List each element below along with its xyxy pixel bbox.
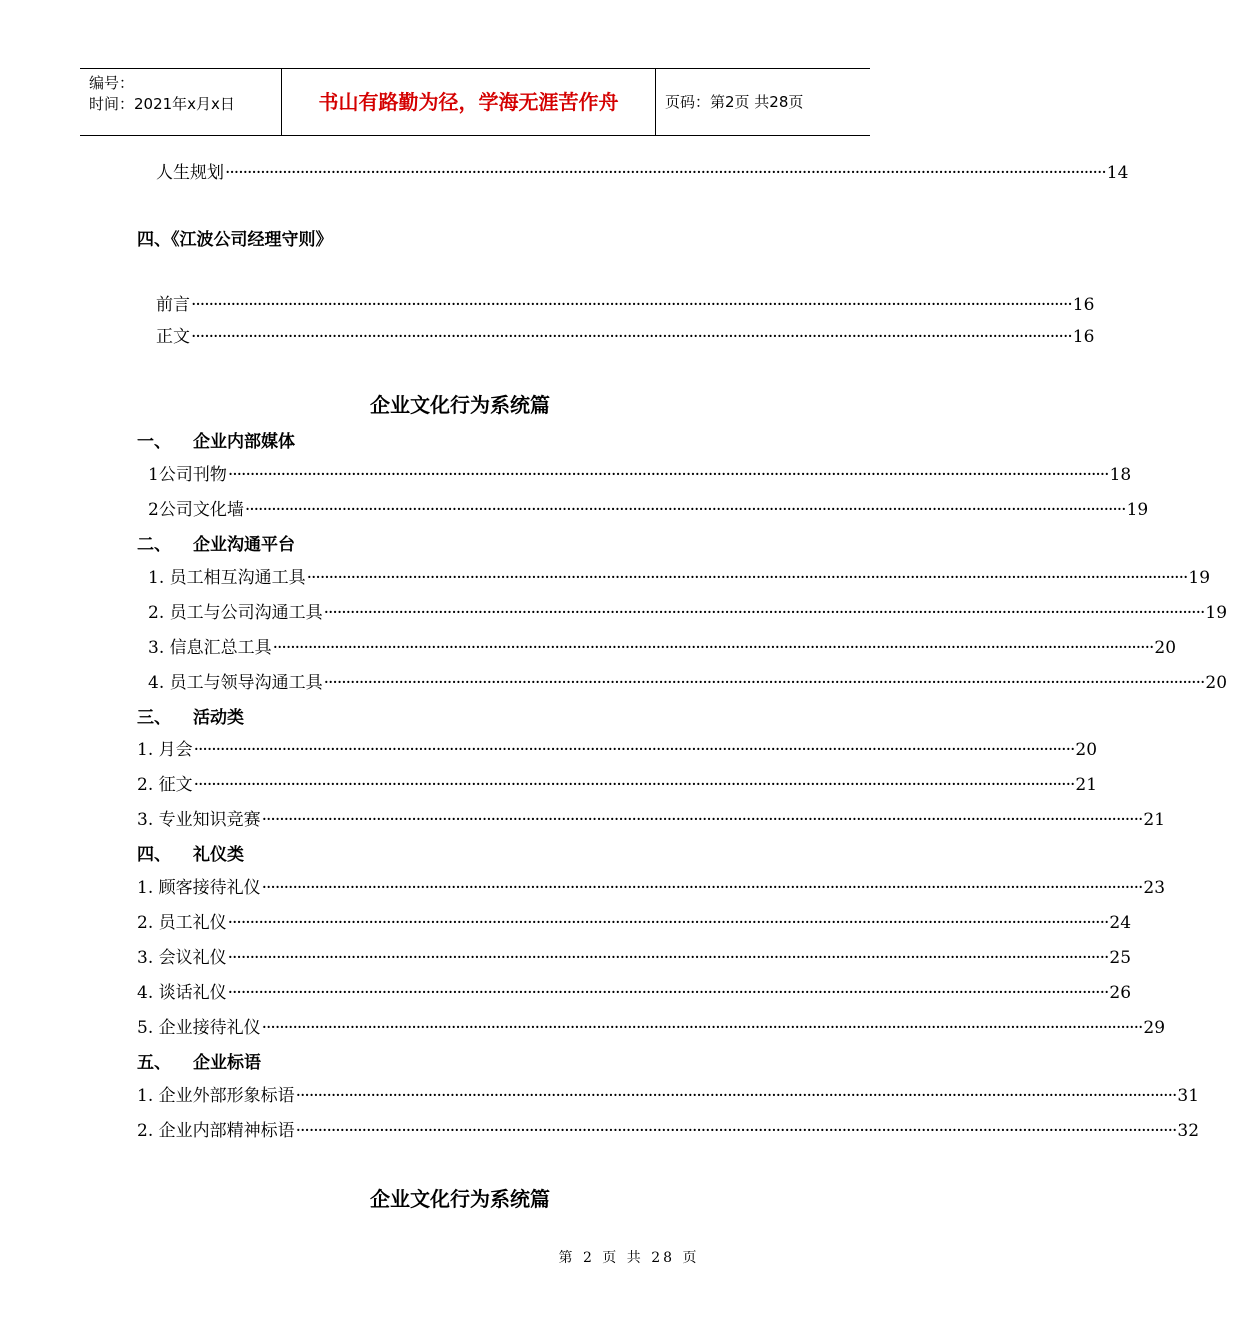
toc-entry[interactable]: [148, 460, 1132, 485]
section-title-bottom: 企业文化行为系统篇: [370, 1187, 550, 1211]
group-heading: [137, 703, 244, 728]
toc-entry-page: 24: [1109, 913, 1132, 933]
group-heading: [137, 427, 295, 452]
toc-entry-label: 2. 员工礼仪: [137, 913, 227, 933]
toc-entry-page: 19: [1188, 568, 1211, 588]
toc-leader: ········································································································································································································: [227, 465, 1109, 485]
toc-leader: ········································································································································································································: [261, 1018, 1143, 1038]
header-meta: [80, 69, 282, 135]
toc-entry-label: 1. 顾客接待礼仪: [137, 878, 261, 898]
group-number: 一、: [137, 432, 171, 452]
group-number: 四、: [137, 845, 171, 865]
toc-entry-page: 14: [1106, 163, 1129, 183]
toc-leader: ········································································································································································································: [295, 1121, 1177, 1141]
toc-leader: ········································································································································································································: [261, 878, 1143, 898]
toc-entry-label: 2. 征文: [137, 775, 193, 795]
toc-entry[interactable]: [137, 908, 1132, 933]
toc-entry-label: 3. 专业知识竞赛: [137, 810, 261, 830]
toc-leader: ········································································································································································································: [306, 568, 1188, 588]
toc-entry-label: 正文: [156, 327, 190, 347]
page-footer: 第 2 页 共 28 页: [558, 1250, 700, 1266]
toc-entry[interactable]: [137, 943, 1132, 968]
toc-leader: ········································································································································································································: [323, 673, 1205, 693]
toc-entry[interactable]: [156, 322, 1095, 347]
toc-entry[interactable]: [148, 598, 1228, 623]
group-number: 五、: [137, 1053, 171, 1073]
toc-entry-label: 3. 信息汇总工具: [148, 638, 272, 658]
page-header: [80, 68, 870, 136]
toc-entry-page: 20: [1154, 638, 1177, 658]
toc-entry[interactable]: [137, 1081, 1200, 1106]
document-number-label: 编号：: [89, 74, 135, 92]
group-heading: [137, 840, 244, 865]
group-name: 礼仪类: [193, 845, 244, 865]
toc-entry-page: 25: [1109, 948, 1132, 968]
toc-entry[interactable]: [148, 563, 1211, 588]
toc-entry[interactable]: [137, 770, 1098, 795]
group-name: 企业标语: [193, 1053, 261, 1073]
group-number: 三、: [137, 708, 171, 728]
group-name: 企业沟通平台: [193, 535, 295, 555]
toc-entry[interactable]: [148, 495, 1149, 520]
section-title: 企业文化行为系统篇: [370, 393, 550, 417]
toc-entry-page: 16: [1072, 295, 1095, 315]
toc-entry-page: 32: [1177, 1121, 1200, 1141]
toc-entry-page: 29: [1143, 1018, 1166, 1038]
toc-entry[interactable]: [137, 805, 1166, 830]
toc-entry[interactable]: [137, 978, 1132, 1003]
toc-leader: ········································································································································································································: [227, 948, 1109, 968]
toc-leader: ········································································································································································································: [244, 500, 1126, 520]
section-heading-manager-rules: 四、《江波公司经理守则》: [137, 230, 333, 250]
toc-entry-label: 前言: [156, 295, 190, 315]
toc-entry[interactable]: [137, 873, 1166, 898]
toc-entry[interactable]: [156, 158, 1129, 183]
toc-entry-label: 3. 会议礼仪: [137, 948, 227, 968]
toc-entry-label: 2公司文化墙: [148, 500, 244, 520]
toc-entry-label: 人生规划: [156, 163, 224, 183]
toc-entry-label: 1公司刊物: [148, 465, 227, 485]
toc-entry[interactable]: [148, 668, 1228, 693]
toc-entry-label: 1. 员工相互沟通工具: [148, 568, 306, 588]
group-number: 二、: [137, 535, 171, 555]
toc-entry-page: 23: [1143, 878, 1166, 898]
toc-leader: ········································································································································································································: [193, 740, 1075, 760]
header-motto: 书山有路勤为径，学海无涯苦作舟: [282, 69, 656, 135]
toc-entry-page: 20: [1075, 740, 1098, 760]
toc-entry-label: 1. 企业外部形象标语: [137, 1086, 295, 1106]
header-page-info: 页码：第2页 共28页: [665, 93, 804, 111]
toc-entry-page: 19: [1205, 603, 1228, 623]
toc-entry[interactable]: [137, 1013, 1166, 1038]
toc-leader: ········································································································································································································: [323, 603, 1205, 623]
toc-leader: ········································································································································································································: [227, 983, 1109, 1003]
toc-leader: ········································································································································································································: [225, 163, 1106, 183]
toc-entry-page: 21: [1075, 775, 1098, 795]
toc-leader: ········································································································································································································: [191, 327, 1072, 347]
group-heading: [137, 1048, 261, 1073]
toc-entry[interactable]: [148, 633, 1177, 658]
group-name: 企业内部媒体: [193, 432, 295, 452]
toc-entry[interactable]: [137, 735, 1098, 760]
group-heading: [137, 530, 295, 555]
toc-leader: ········································································································································································································: [227, 913, 1109, 933]
toc-entry-label: 2. 员工与公司沟通工具: [148, 603, 323, 623]
toc-entry-label: 4. 员工与领导沟通工具: [148, 673, 323, 693]
toc-entry-page: 21: [1143, 810, 1166, 830]
toc-entry-page: 20: [1205, 673, 1228, 693]
toc-entry-page: 19: [1126, 500, 1149, 520]
toc-entry-label: 4. 谈话礼仪: [137, 983, 227, 1003]
toc-entry-page: 18: [1109, 465, 1132, 485]
toc-entry-page: 26: [1109, 983, 1132, 1003]
document-date: 时间：2021年x月x日: [89, 95, 235, 113]
toc-entry-label: 2. 企业内部精神标语: [137, 1121, 295, 1141]
toc-entry-label: 5. 企业接待礼仪: [137, 1018, 261, 1038]
toc-leader: ········································································································································································································: [191, 295, 1072, 315]
toc-entry-page: 16: [1072, 327, 1095, 347]
toc-entry-label: 1. 月会: [137, 740, 193, 760]
toc-leader: ········································································································································································································: [272, 638, 1154, 658]
toc-leader: ········································································································································································································: [261, 810, 1143, 830]
toc-entry[interactable]: [137, 1116, 1200, 1141]
group-name: 活动类: [193, 708, 244, 728]
toc-leader: ········································································································································································································: [193, 775, 1075, 795]
toc-entry[interactable]: [156, 290, 1095, 315]
toc-entry-page: 31: [1177, 1086, 1200, 1106]
toc-leader: ········································································································································································································: [295, 1086, 1177, 1106]
